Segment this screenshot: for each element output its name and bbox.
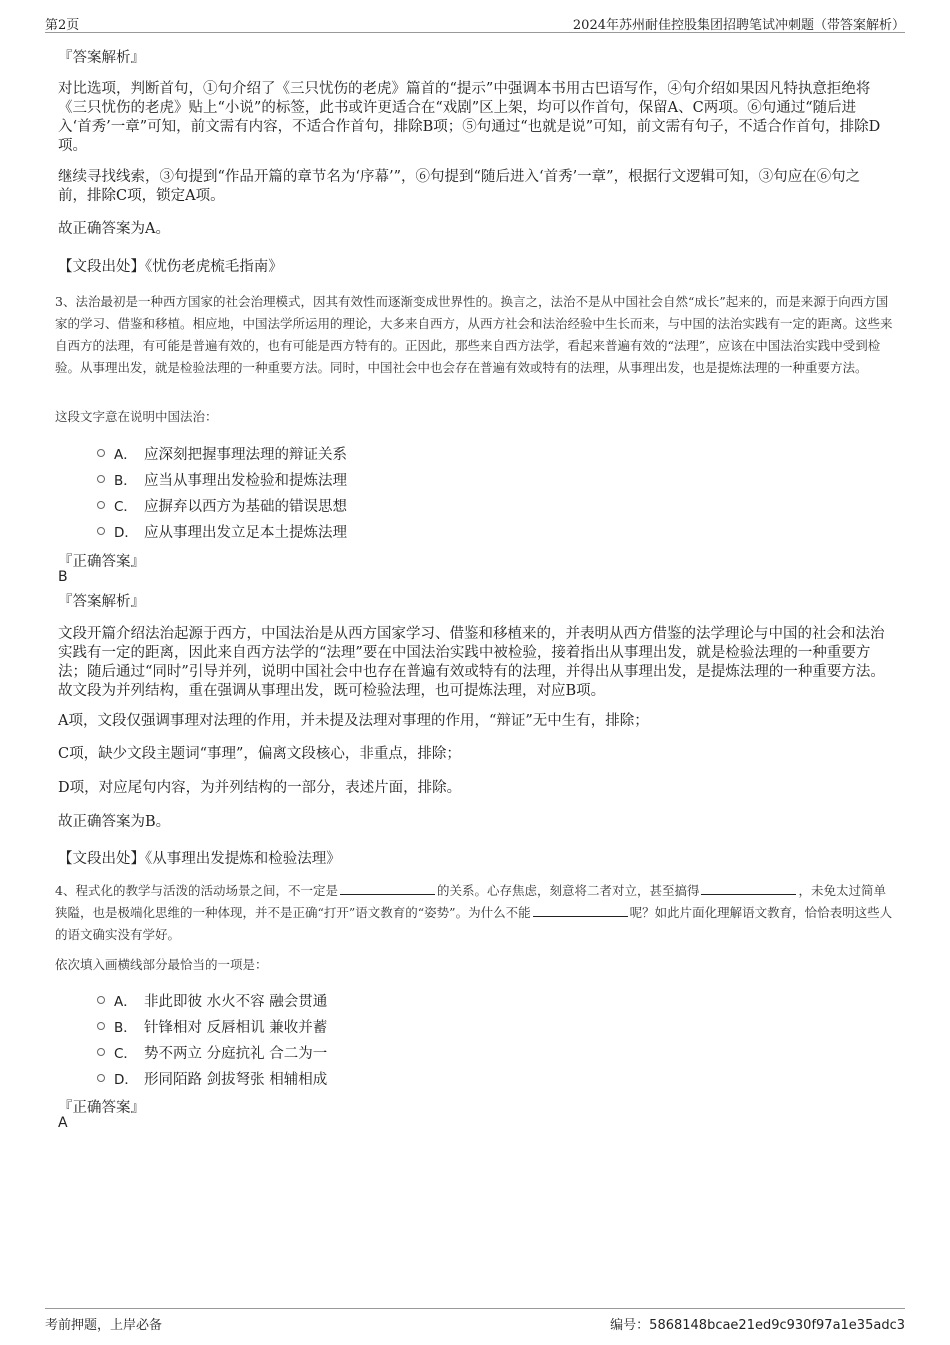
radio-icon[interactable] [97,1022,105,1030]
q3-prompt: 这段文字意在说明中国法治： [55,409,218,424]
q2-analysis-p2: 继续寻找线索，③句提到“作品开篇的章节名为‘序幕’”，⑥句提到“随后进入‘首秀’一章”，根据行文逻辑可知，③句应在⑥句之前，排除C项，锁定A项。 [58,169,861,204]
footer-code: 编号：5868148bcae21ed9c930f97a1e35adc3 [610,1318,905,1333]
radio-icon[interactable] [97,501,105,509]
q3-analysis-p3: C项，缺少文段主题词“事理”，偏离文段核心，非重点，排除； [58,746,461,762]
q4-stem: 4、程式化的教学与活泼的活动场景之间，不一定是 的关系。心存焦虑，刻意将二者对立，甚至搞得 ，未免太过简单狭隘，也是极端化思维的一种体现，并不是正确“打开”语文教育的“姿势”。为什么不能 呢？如此片面化理解语文教育，恰恰表明这些人的语文确实没有学好。 [55,883,893,942]
q2-source: 【文段出处】《忧伤老虎梳毛指南》 [58,259,283,275]
radio-icon[interactable] [97,1048,105,1056]
fill-blank [340,882,435,895]
q3-options [97,440,597,544]
q3-answer: B [58,569,68,585]
q3-analysis-p1: 文段开篇介绍法治起源于西方，中国法治是从西方国家学习、借鉴和移植来的，并表明从西方借鉴的法学理论与中国的社会和法治实践有一定的距离，因此来自西方法学的“法理”要在中国法治实践中被检验，接着指出从事理出发，就是检验法理的一种重要方法；随后通过“同时”引导并列，说明中国社会中也存在普遍有效或特有的法理，并得出从事理出发，是提炼法理的一种重要方法。故文段为并列结构，重在强调从事理出发，既可检验法理，也可提炼法理，对应B项。 [58,626,885,699]
radio-icon[interactable] [97,996,105,1004]
q3-option-a[interactable]: A． 应深刻把握事理法理的辩证关系 [97,440,597,466]
q3-source: 【文段出处】《从事理出发提炼和检验法理》 [58,851,341,867]
page-footer [45,1308,905,1331]
fill-blank [701,882,796,895]
q3-option-c[interactable]: C． 应摒弃以西方为基础的错误思想 [97,492,597,518]
q4-option-c[interactable]: C． 势不两立 分庭抗礼 合二为一 [97,1039,597,1065]
q4-options [97,987,597,1091]
q2-analysis-label: 『答案解析』 [58,50,145,66]
q4-prompt: 依次填入画横线部分最恰当的一项是： [55,957,268,972]
page-header [45,12,905,33]
q3-analysis-p4: D项，对应尾句内容，为并列结构的一部分，表述片面，排除。 [58,780,462,796]
q3-analysis-p2: A项，文段仅强调事理对法理的作用，并未提及法理对事理的作用，“辩证”无中生有，排除； [58,713,649,729]
q4-option-b[interactable]: B． 针锋相对 反唇相讥 兼收并蓄 [97,1013,597,1039]
page-number: 第2页 [45,18,80,33]
q3-option-b[interactable]: B． 应当从事理出发检验和提炼法理 [97,466,597,492]
q3-analysis-label: 『答案解析』 [58,594,145,610]
radio-icon[interactable] [97,527,105,535]
q3-stem: 3、法治最初是一种西方国家的社会治理模式，因其有效性而逐渐变成世界性的。换言之，法治不是从中国社会自然“成长”起来的，而是来源于向西方国家的学习、借鉴和移植。相应地，中国法学所运用的理论，大多来自西方，从西方社会和法治经验中生长而来，与中国的法治实践有一定的距离。这些来自西方的法理，有可能是普遍有效的，也有可能是西方特有的。正因此，那些来自西方法学，看起来普遍有效的“法理”，应该在中国法治实践中受到检验。从事理出发，就是检验法理的一种重要方法。同时，中国社会中也会存在普遍有效或特有的法理，从事理出发，也是提炼法理的一种重要方法。 [55,294,893,375]
q4-answer: A [58,1115,68,1131]
footer-slogan: 考前押题，上岸必备 [45,1318,163,1333]
q3-analysis-p5: 故正确答案为B。 [58,814,171,830]
q4-option-a[interactable]: A． 非此即彼 水火不容 融会贯通 [97,987,597,1013]
q3-option-d[interactable]: D． 应从事理出发立足本土提炼法理 [97,518,597,544]
q4-answer-label: 『正确答案』 [58,1100,145,1116]
q3-answer-label: 『正确答案』 [58,554,145,570]
q4-option-d[interactable]: D． 形同陌路 剑拔弩张 相辅相成 [97,1065,597,1091]
q2-analysis-p3: 故正确答案为A。 [58,221,170,237]
fill-blank [533,904,628,917]
radio-icon[interactable] [97,449,105,457]
document-title: 2024年苏州耐佳控股集团招聘笔试冲刺题（带答案解析） [572,18,905,33]
radio-icon[interactable] [97,1074,105,1082]
q2-analysis-p1: 对比选项，判断首句，①句介绍了《三只忧伤的老虎》篇首的“提示”中强调本书用古巴语写作，④句介绍如果因凡特执意拒绝将《三只忧伤的老虎》贴上“小说”的标签，此书或许更适合在“戏剧”区上架，均可以作首句，保留A、C两项。⑥句通过“随后进入‘首秀’一章”可知，前文需有内容，不适合作首句，排除B项；⑤句通过“也就是说”可知，前文需有句子，不适合作首句，排除D项。 [58,81,881,154]
radio-icon[interactable] [97,475,105,483]
